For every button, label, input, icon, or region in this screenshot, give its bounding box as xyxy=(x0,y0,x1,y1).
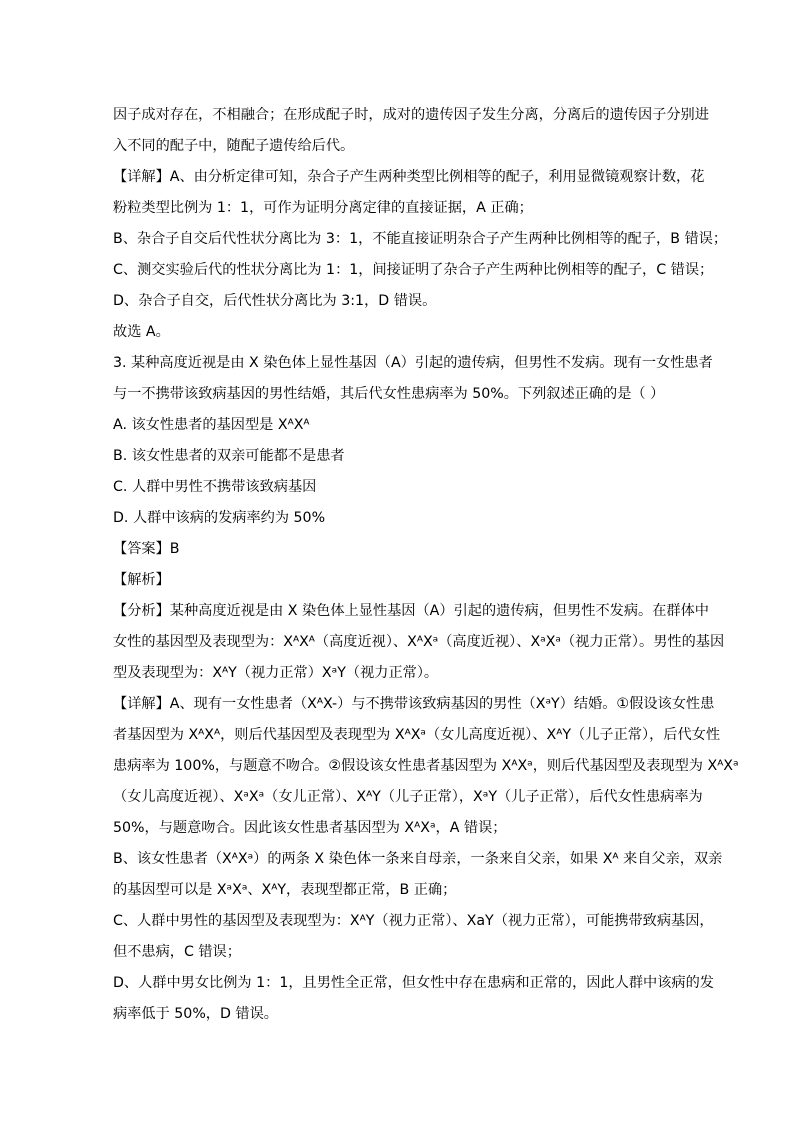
text-line: 女性的基因型及表现型为：XᴬXᴬ（高度近视）、XᴬXᵃ（高度近视）、XᵃXᵃ（视力正常）。男性的基因 xyxy=(113,634,725,650)
text-line: 者基因型为 XᴬXᴬ，则后代基因型及表现型为 XᴬXᵃ（女儿高度近视）、XᴬY（儿子正常），后代女性 xyxy=(113,727,721,743)
text-line: （女儿高度近视）、XᵃXᵃ（女儿正常）、XᴬY（儿子正常），XᵃY（儿子正常），后代女性患病率为 xyxy=(113,789,703,805)
text-line: 的基因型可以是 XᵃXᵃ、XᴬY，表现型都正常，B 正确； xyxy=(113,882,457,898)
text-line: D、杂合子自交，后代性状分离比为 3:1，D 错误。 xyxy=(113,293,437,309)
option-b: B. 该女性患者的双亲可能都不是患者 xyxy=(113,448,345,464)
text-line: 但不患病，C 错误； xyxy=(113,944,241,960)
text-line: 型及表现型为：XᴬY（视力正常）XᵃY（视力正常）。 xyxy=(113,665,439,681)
option-d: D. 人群中该病的发病率约为 50% xyxy=(113,510,326,526)
question-stem: 3. 某种高度近视是由 X 染色体上显性基因（A）引起的遗传病，但男性不发病。现有一女性患者 xyxy=(113,355,713,371)
option-c: C. 人群中男性不携带该致病基因 xyxy=(113,479,317,495)
text-line: 50%，与题意吻合。因此该女性患者基因型为 XᴬXᵃ，A 错误； xyxy=(113,820,507,836)
text-line: 【详解】A、由分析定律可知，杂合子产生两种类型比例相等的配子，利用显微镜观察计数，花 xyxy=(113,169,705,185)
text-line: 入不同的配子中，随配子遗传给后代。 xyxy=(113,138,355,154)
text-line: B、该女性患者（XᴬXᵃ）的两条 X 染色体一条来自母亲，一条来自父亲，如果 Xᴬ 来自父亲，双亲 xyxy=(113,851,723,867)
text-line: 【详解】A、现有一女性患者（XᴬX-）与不携带该致病基因的男性（XᵃY）结婚。①假设该女性患 xyxy=(113,696,715,712)
option-a: A. 该女性患者的基因型是 XᴬXᴬ xyxy=(113,417,310,433)
text-line: C、测交实验后代的性状分离比为 1：1，间接证明了杂合子产生两种比例相等的配子，C 错误； xyxy=(113,262,714,278)
analysis-heading: 【解析】 xyxy=(113,572,170,588)
document-body xyxy=(113,100,739,1030)
text-line: 因子成对存在，不相融合；在形成配子时，成对的遗传因子发生分离，分离后的遗传因子分别进 xyxy=(113,107,709,123)
text-line: 病率低于 50%，D 错误。 xyxy=(113,1006,278,1022)
text-line: D、人群中男女比例为 1：1，且男性全正常，但女性中存在患病和正常的，因此人群中该病的发 xyxy=(113,975,714,991)
text-line: B、杂合子自交后代性状分离比为 3：1，不能直接证明杂合子产生两种比例相等的配子，B 错误； xyxy=(113,231,728,247)
text-line: 患病率为 100%，与题意不吻合。②假设该女性患者基因型为 XᴬXᵃ，则后代基因型及表现型为 XᴬXᵃ xyxy=(113,758,739,774)
answer-line: 【答案】B xyxy=(113,541,180,557)
question-stem: 与一不携带该致病基因的男性结婚，其后代女性患病率为 50%。下列叙述正确的是（ ） xyxy=(113,386,665,402)
text-line: 故选 A。 xyxy=(113,324,170,340)
text-line: 粉粒类型比例为 1：1，可作为证明分离定律的直接证据，A 正确； xyxy=(113,200,533,216)
text-line: C、人群中男性的基因型及表现型为：XᴬY（视力正常）、XaY（视力正常），可能携带致病基因， xyxy=(113,913,714,929)
text-line: 【分析】某种高度近视是由 X 染色体上显性基因（A）引起的遗传病，但男性不发病。在群体中 xyxy=(113,603,709,619)
